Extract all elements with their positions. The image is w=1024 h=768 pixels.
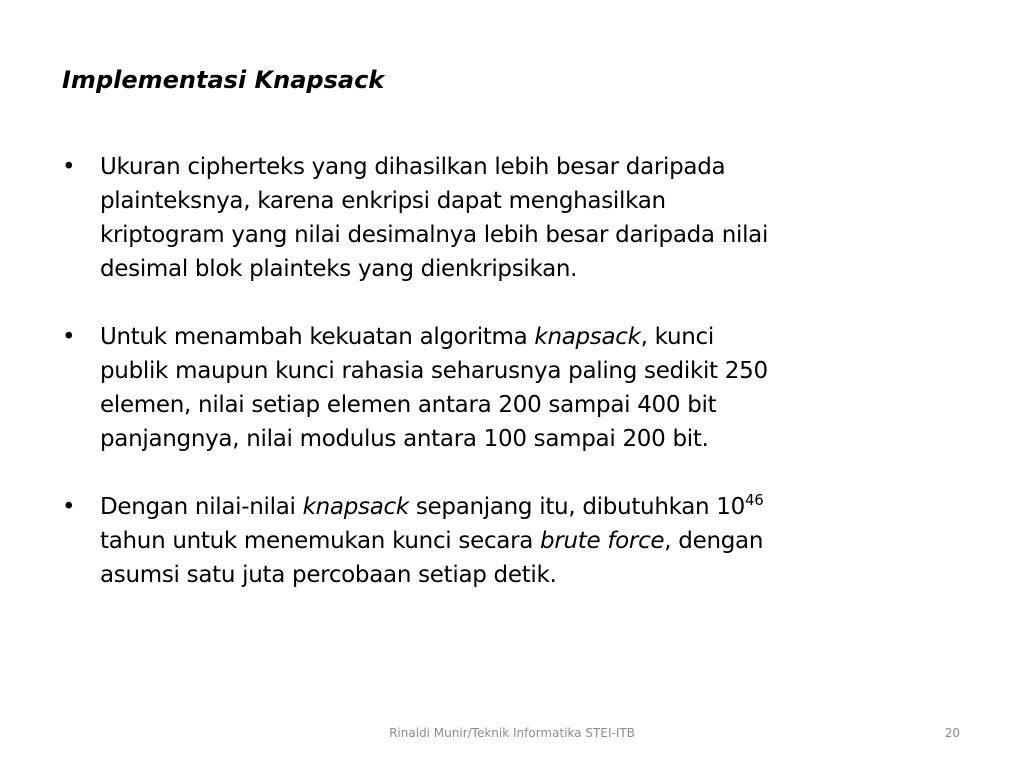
bullet-list bbox=[62, 150, 962, 626]
page-number: 20 bbox=[944, 726, 960, 740]
slide-title: Implementasi Knapsack bbox=[62, 66, 385, 94]
bullet-line: Untuk menambah kekuatan algoritma knapsack, kunci bbox=[100, 324, 714, 350]
bullet-line: elemen, nilai setiap elemen antara 200 sampai 400 bit bbox=[100, 392, 717, 418]
italic-term: brute force bbox=[540, 528, 665, 554]
bullet-text bbox=[100, 150, 962, 286]
bullet-item-ciphertext-size bbox=[62, 150, 962, 286]
bullet-line: kriptogram yang nilai desimalnya lebih besar daripada nilai bbox=[100, 222, 769, 248]
bullet-dot-icon: • bbox=[62, 154, 76, 180]
bullet-line: panjangnya, nilai modulus antara 100 sampai 200 bit. bbox=[100, 426, 709, 452]
bullet-line: Dengan nilai-nilai knapsack sepanjang itu, dibutuhkan $10^{46}$ bbox=[100, 491, 764, 520]
bullet-line: plainteksnya, karena enkripsi dapat menghasilkan bbox=[100, 188, 666, 214]
bullet-item-brute-force bbox=[62, 490, 962, 592]
bullet-dot-icon: • bbox=[62, 324, 76, 350]
bullet-text bbox=[100, 320, 962, 456]
footer-author: Rinaldi Munir/Teknik Informatika STEI-ITB bbox=[389, 726, 635, 740]
italic-term: knapsack bbox=[534, 324, 641, 350]
bullet-item-key-strength bbox=[62, 320, 962, 456]
bullet-line: tahun untuk menemukan kunci secara brute force, dengan bbox=[100, 528, 764, 554]
bullet-line: Ukuran cipherteks yang dihasilkan lebih besar daripada bbox=[100, 154, 726, 180]
italic-term: knapsack bbox=[302, 494, 409, 520]
bullet-text bbox=[100, 490, 962, 592]
bullet-line: publik maupun kunci rahasia seharusnya paling sedikit 250 bbox=[100, 358, 768, 384]
bullet-dot-icon: • bbox=[62, 494, 76, 520]
bullet-line: desimal blok plainteks yang dienkripsikan. bbox=[100, 256, 578, 282]
bullet-line: asumsi satu juta percobaan setiap detik. bbox=[100, 562, 557, 588]
exponent: 46 bbox=[744, 491, 764, 509]
